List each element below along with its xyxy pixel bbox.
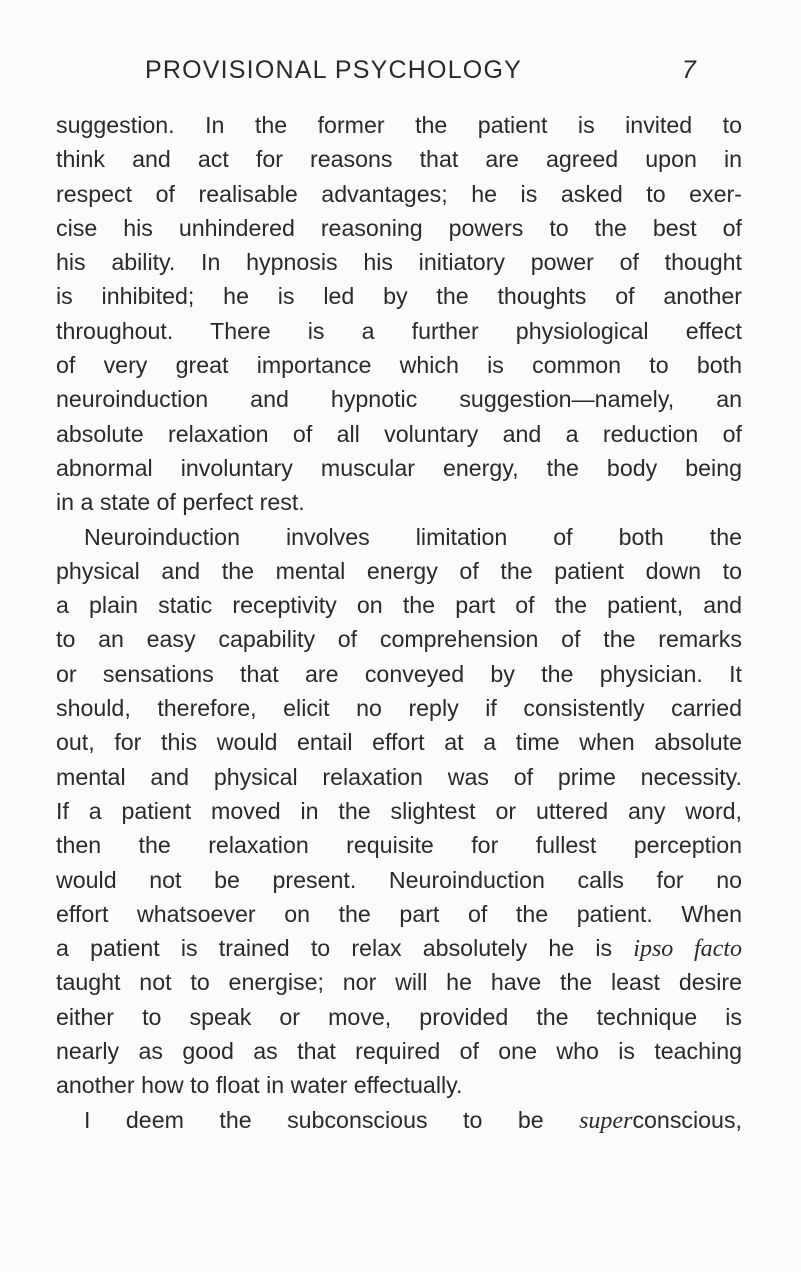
paragraph-start-line: Neuroinduction involves limitation of both the <box>84 523 742 550</box>
page-number: 7 <box>681 56 697 84</box>
text-line: would not be present. Neuroinduction calls for no <box>56 866 742 893</box>
text-segment: I deem the subconscious to be <box>84 1106 544 1133</box>
text-line: physical and the mental energy of the patient down to <box>56 557 742 584</box>
italic-phrase: ipso facto <box>633 936 743 963</box>
italic-prefix: super <box>579 1107 633 1134</box>
text-line: out, for this would entail effort at a time when absolute <box>56 729 742 756</box>
text-line: a plain static receptivity on the part of the patient, and <box>56 592 742 619</box>
text-line: then the relaxation requisite for fullest perception <box>56 832 742 859</box>
text-line: to an easy capability of comprehension of the remarks <box>56 626 742 653</box>
text-line: cise his unhindered reasoning powers to the best of <box>56 214 742 241</box>
text-line: absolute relaxation of all voluntary and a reduction of <box>56 420 742 447</box>
text-line: If a patient moved in the slightest or uttered any word, <box>56 797 742 824</box>
text-line: of very great importance which is common to both <box>56 352 742 379</box>
running-head <box>145 56 697 96</box>
text-segment: a patient is trained to relax absolutely he is <box>56 935 613 962</box>
body-text <box>56 108 742 1137</box>
text-line: should, therefore, elicit no reply if consistently carried <box>56 695 742 722</box>
text-line: respect of realisable advantages; he is asked to exer- <box>56 180 742 207</box>
text-line: suggestion. In the former the patient is invited to <box>56 112 742 138</box>
text-line: another how to float in water effectually. <box>56 1072 463 1099</box>
text-segment: conscious, <box>632 1106 742 1133</box>
text-line: mental and physical relaxation was of prime necessity. <box>56 763 742 790</box>
text-line: taught not to energise; nor will he have the least desire <box>56 969 742 996</box>
text-line: nearly as good as that required of one who is teaching <box>56 1038 742 1065</box>
text-line: either to speak or move, provided the technique is <box>56 1003 742 1030</box>
text-line: his ability. In hypnosis his initiatory power of thought <box>56 249 742 276</box>
text-line: think and act for reasons that are agreed upon in <box>56 146 742 173</box>
text-line: is inhibited; he is led by the thoughts of another <box>56 283 742 310</box>
text-line-with-italic <box>56 931 742 965</box>
text-line: throughout. There is a further physiological effect <box>56 317 742 344</box>
running-title: PROVISIONAL PSYCHOLOGY <box>145 56 522 84</box>
text-line: in a state of perfect rest. <box>56 489 305 516</box>
text-line: effort whatsoever on the part of the patient. When <box>56 900 742 927</box>
text-line: or sensations that are conveyed by the physician. It <box>56 660 742 687</box>
text-line: neuroinduction and hypnotic suggestion—namely, an <box>56 386 742 413</box>
text-line: abnormal involuntary muscular energy, the body being <box>56 454 742 481</box>
paragraph-start-line <box>56 1103 742 1137</box>
